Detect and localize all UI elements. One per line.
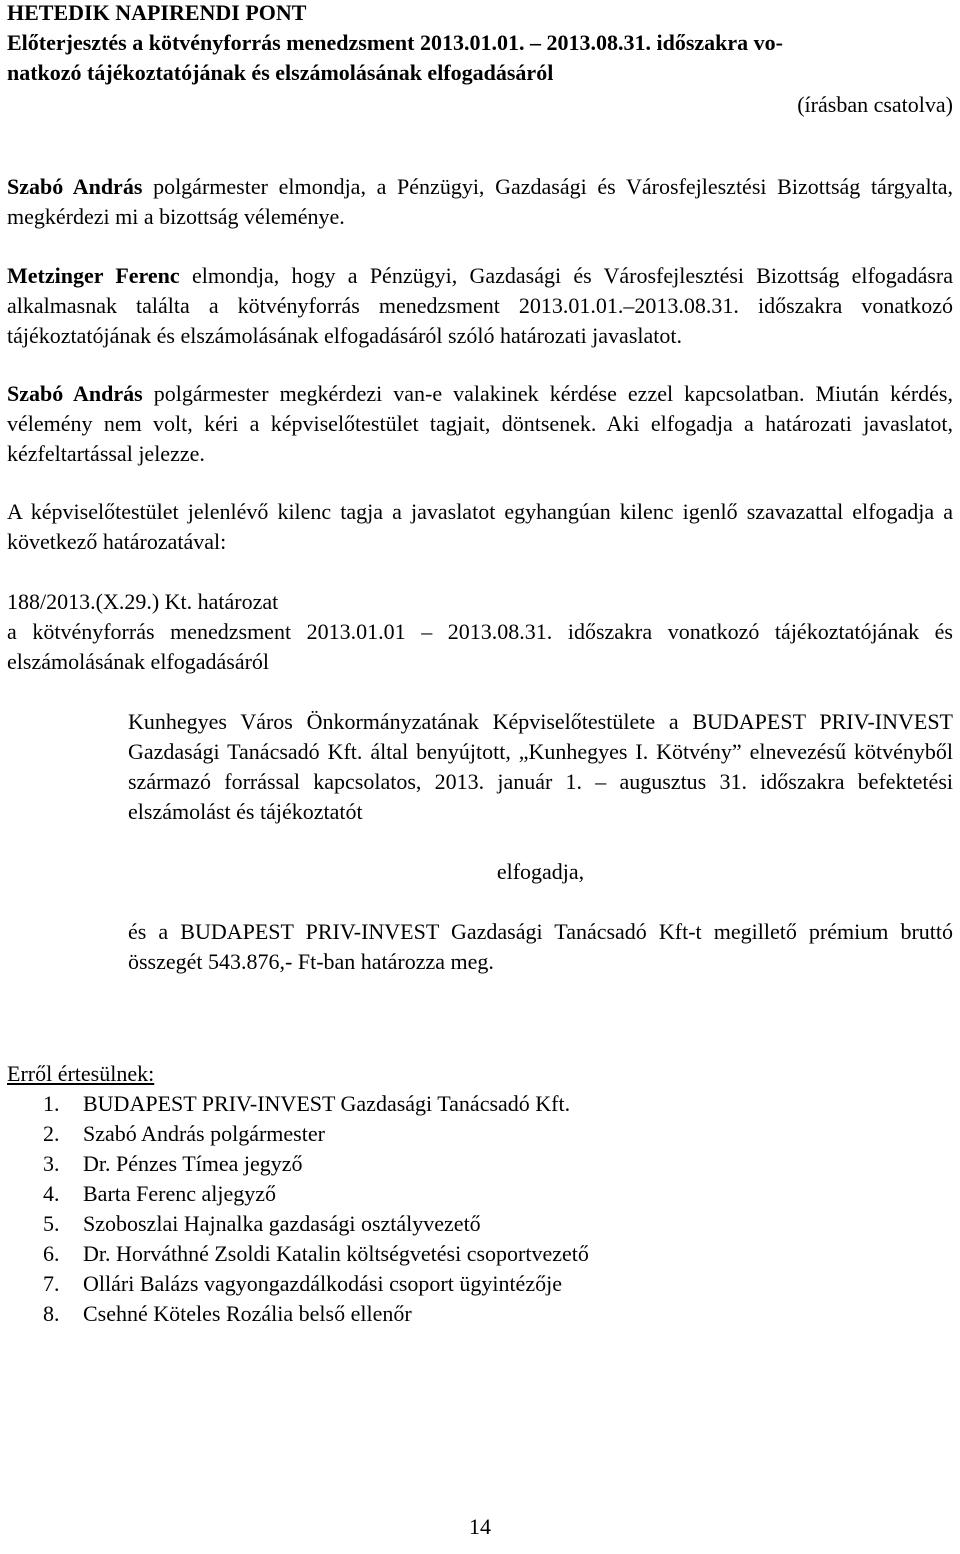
agenda-title-line-1: Előterjesztés a kötvényforrás menedzsment 2013.01.01. – 2013.08.31. időszakra vo-	[7, 30, 783, 55]
paragraph-1	[7, 172, 953, 232]
list-item: 7. Ollári Balázs vagyongazdálkodási csoport ügyintézője	[43, 1271, 562, 1296]
resolution-number: 188/2013.(X.29.) Kt. határozat	[7, 589, 279, 614]
agenda-title-line-2: natkozó tájékoztatójának és elszámolásának elfogadásáról	[7, 60, 554, 85]
list-item: 2. Szabó András polgármester	[43, 1121, 325, 1146]
paragraph-text: polgármester elmondja, a Pénzügyi, Gazdasági és Városfejlesztési Bizottság tárgyalta, megkérdezi mi a bizottság véleménye.	[7, 174, 953, 229]
paragraph-3	[7, 379, 953, 469]
speaker-name: Metzinger Ferenc	[7, 263, 180, 288]
page-number: 14	[469, 1514, 491, 1539]
paragraph-text: polgármester megkérdezi van-e valakinek kérdése ezzel kapcsolatban. Miután kérdés, vélemény nem volt, kéri a képviselőtestület tagjait, döntsenek. Aki elfogadja a határozati javaslatot, kézfeltartással jelezze.	[7, 381, 953, 466]
list-item: 5. Szoboszlai Hajnalka gazdasági osztályvezető	[43, 1211, 481, 1236]
agenda-item-title: HETEDIK NAPIRENDI PONT	[7, 0, 307, 25]
notify-list	[7, 1089, 953, 1329]
resolution-body-1: Kunhegyes Város Önkormányzatának Képviselőtestülete a BUDAPEST PRIV-INVEST Gazdasági Tanácsadó Kft. által benyújtott, „Kunhegyes I. Kötvény” elnevezésű kötvényből származó forrással kapcsolatos, 2013. január 1. – augusztus 31. időszakra befektetési elszámolást és tájékoztatót	[128, 709, 953, 824]
list-item: 1. BUDAPEST PRIV-INVEST Gazdasági Tanácsadó Kft.	[43, 1091, 571, 1116]
list-item: 3. Dr. Pénzes Tímea jegyző	[43, 1151, 303, 1176]
speaker-name: Szabó András	[7, 381, 143, 406]
attachment-note: (írásban csatolva)	[797, 92, 953, 117]
paragraph-text: elmondja, hogy a Pénzügyi, Gazdasági és Városfejlesztési Bizottság elfogadásra alkalmasnak találta a kötvényforrás menedzsment 2013.01.01.–2013.08.31. időszakra vonatkozó tájékoztatójának és elszámolásának elfogadásáról szóló határozati javaslatot.	[7, 263, 953, 348]
document-page	[7, 0, 953, 1539]
list-item: 6. Dr. Horváthné Zsoldi Katalin költségvetési csoportvezető	[43, 1241, 589, 1266]
resolution-decision: elfogadja,	[496, 859, 585, 884]
paragraph-2	[7, 261, 953, 351]
notify-title: Erről értesülnek:	[7, 1061, 155, 1086]
paragraph-4: A képviselőtestület jelenlévő kilenc tagja a javaslatot egyhangúan kilenc igenlő szavazattal elfogadja a következő határozatával:	[7, 499, 953, 554]
agenda-heading	[7, 0, 953, 88]
list-item: 4. Barta Ferenc aljegyző	[43, 1181, 277, 1206]
resolution-subject: a kötvényforrás menedzsment 2013.01.01 – 2013.08.31. időszakra vonatkozó tájékoztatójának és elszámolásának elfogadásáról	[7, 619, 953, 674]
speaker-name: Szabó András	[7, 174, 143, 199]
resolution-body-2: és a BUDAPEST PRIV-INVEST Gazdasági Tanácsadó Kft-t megillető prémium bruttó összegét 543.876,- Ft-ban határozza meg.	[128, 919, 953, 974]
list-item: 8. Csehné Köteles Rozália belső ellenőr	[43, 1301, 412, 1326]
